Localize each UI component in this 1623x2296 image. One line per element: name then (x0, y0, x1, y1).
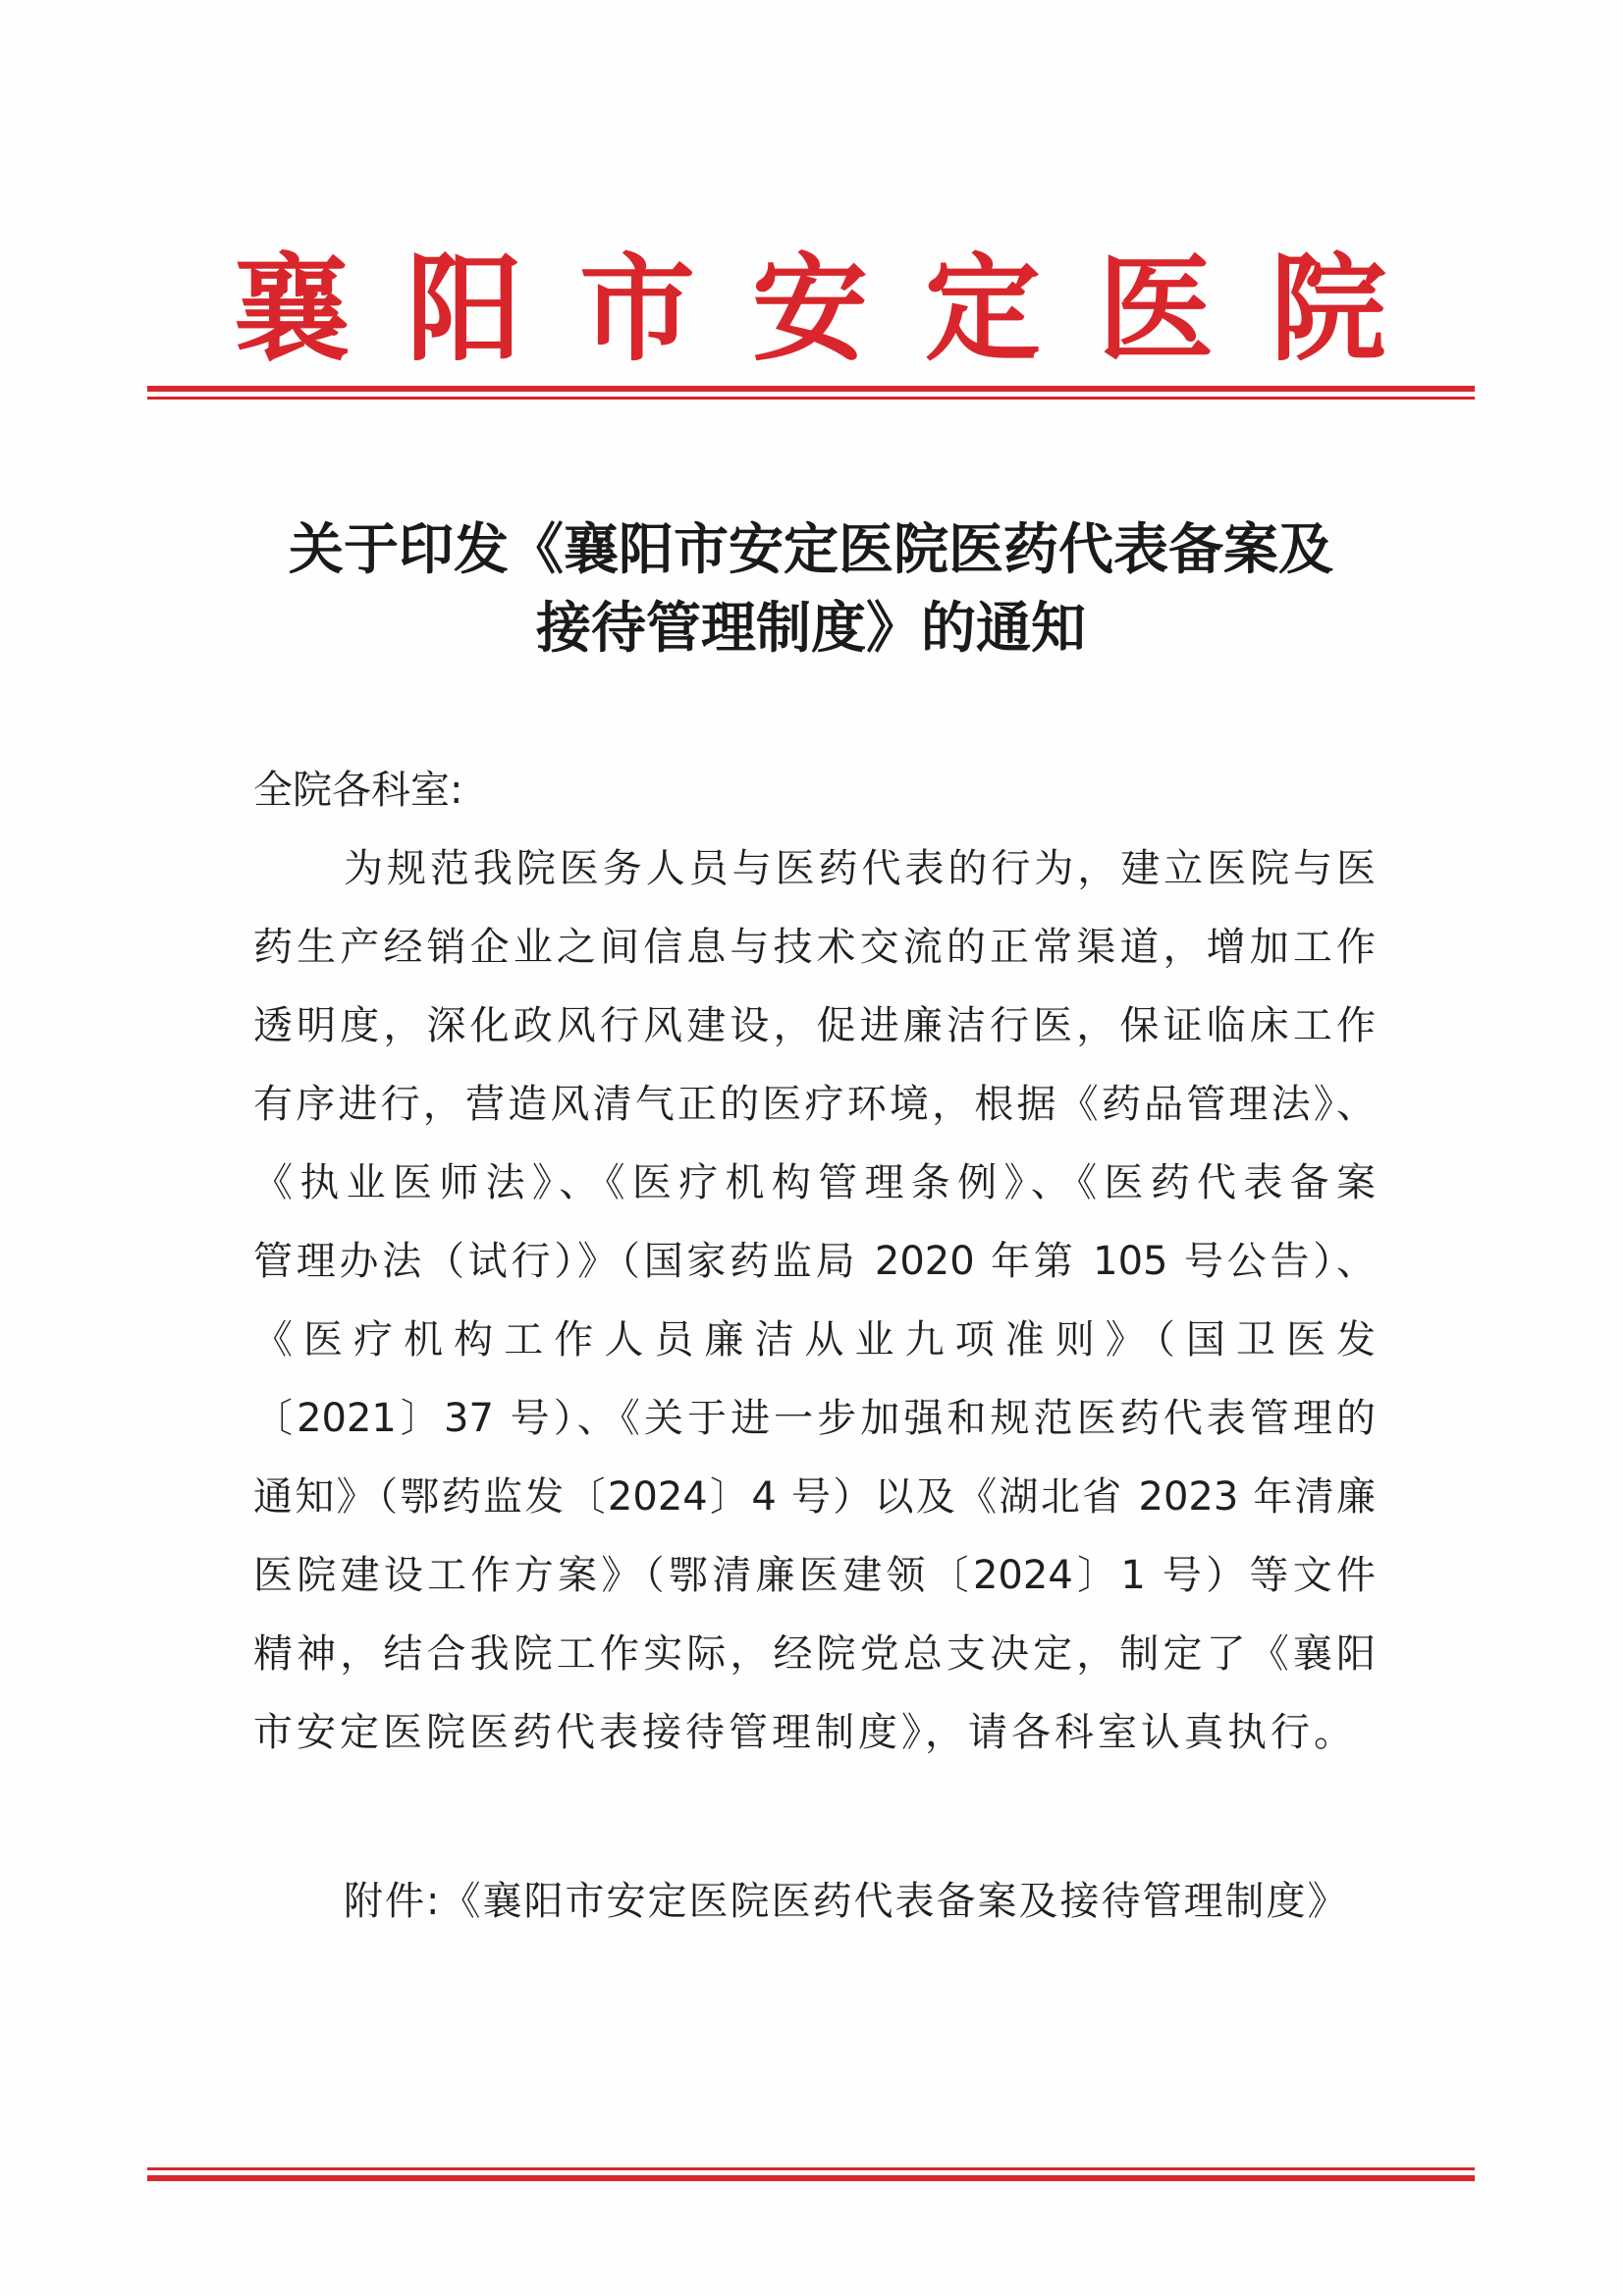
paragraph-line: 《医疗机构工作人员廉洁从业九项准则》（国卫医发 (253, 1317, 1376, 1362)
paragraph-line: 〔2021〕37 号）、《关于进一步加强和规范医药代表管理的 (253, 1396, 1376, 1441)
paragraph-line: 管理办法（试行）》（国家药监局 2020 年第 105 号公告）、 (253, 1239, 1376, 1284)
paragraph-line: 精神，结合我院工作实际，经院党总支决定，制定了《襄阳 (253, 1631, 1376, 1677)
paragraph-line: 有序进行，营造风清气正的医疗环境，根据《药品管理法》、 (253, 1082, 1376, 1127)
document-title-line-2: 接待管理制度》的通知 (536, 596, 1086, 661)
paragraph-line: 《执业医师法》、《医疗机构管理条例》、《医药代表备案 (253, 1160, 1376, 1205)
masthead-rule-thin (147, 397, 1475, 400)
document-title-line-1: 关于印发《襄阳市安定医院医药代表备案及 (289, 517, 1333, 582)
salutation: 全院各科室: (253, 768, 463, 813)
masthead-rule-thick (147, 386, 1475, 392)
paragraph-line: 为规范我院医务人员与医药代表的行为，建立医院与医 (344, 846, 1376, 891)
footer-rule-thick (147, 2175, 1475, 2181)
paragraph-line: 通知》（鄂药监发〔2024〕4 号）以及《湖北省 2023 年清廉 (253, 1474, 1376, 1520)
footer-rule-thin (147, 2167, 1475, 2170)
paragraph-line: 市安定医院医药代表接待管理制度》，请各科室认真执行。 (253, 1710, 1357, 1755)
paragraph-line: 医院建设工作方案》（鄂清廉医建领〔2024〕1 号）等文件 (253, 1553, 1376, 1598)
paragraph-line: 药生产经销企业之间信息与技术交流的正常渠道，增加工作 (253, 925, 1376, 970)
masthead-organization: 襄阳市安定医院 (233, 240, 1443, 377)
paragraph-line: 透明度，深化政风行风建设，促进廉洁行医，保证临床工作 (253, 1003, 1376, 1048)
attachment-line: 附件:《襄阳市安定医院医药代表备案及接待管理制度》 (344, 1879, 1349, 1924)
